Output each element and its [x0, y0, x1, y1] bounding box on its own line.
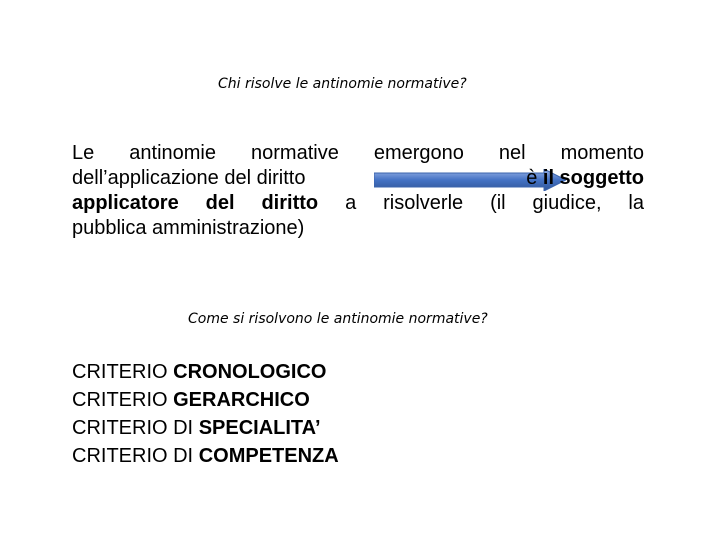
criterion-prefix: CRITERIO [72, 361, 168, 383]
paragraph-line-3 [72, 191, 644, 216]
criterion-name: CRONOLOGICO [173, 361, 327, 383]
paragraph-bold-applicator: applicatore del diritto [72, 192, 319, 214]
criterion-item [72, 358, 339, 386]
criterion-name: GERARCHICO [173, 389, 310, 411]
criterion-prefix: CRITERIO DI [72, 417, 194, 439]
criterion-item [72, 414, 339, 442]
criterion-prefix: CRITERIO [72, 389, 168, 411]
question-who-resolves: Chi risolve le antinomie normative? [218, 76, 467, 92]
paragraph-line-1: Le antinomie normative emergono nel momento [72, 142, 644, 164]
paragraph-line-2-end [526, 166, 644, 191]
criterion-prefix: CRITERIO DI [72, 445, 194, 467]
paragraph-line-3-text: a risolverle (il giudice, la [345, 192, 644, 214]
criterion-item [72, 386, 339, 414]
paragraph-line-4: pubblica amministrazione) [72, 217, 305, 239]
paragraph-line-2 [72, 166, 644, 191]
criterion-name: SPECIALITA’ [198, 417, 321, 439]
paragraph-bold-subject: il soggetto [542, 167, 644, 189]
criterion-item [72, 442, 339, 470]
criteria-list [72, 358, 339, 470]
paragraph-line-2-verb: è [526, 167, 538, 189]
question-how-resolve: Come si risolvono le antinomie normative? [188, 311, 488, 327]
paragraph-line-2-text: dell’applicazione del diritto [72, 167, 306, 189]
criterion-name: COMPETENZA [198, 445, 339, 467]
explanation-paragraph [72, 141, 644, 241]
